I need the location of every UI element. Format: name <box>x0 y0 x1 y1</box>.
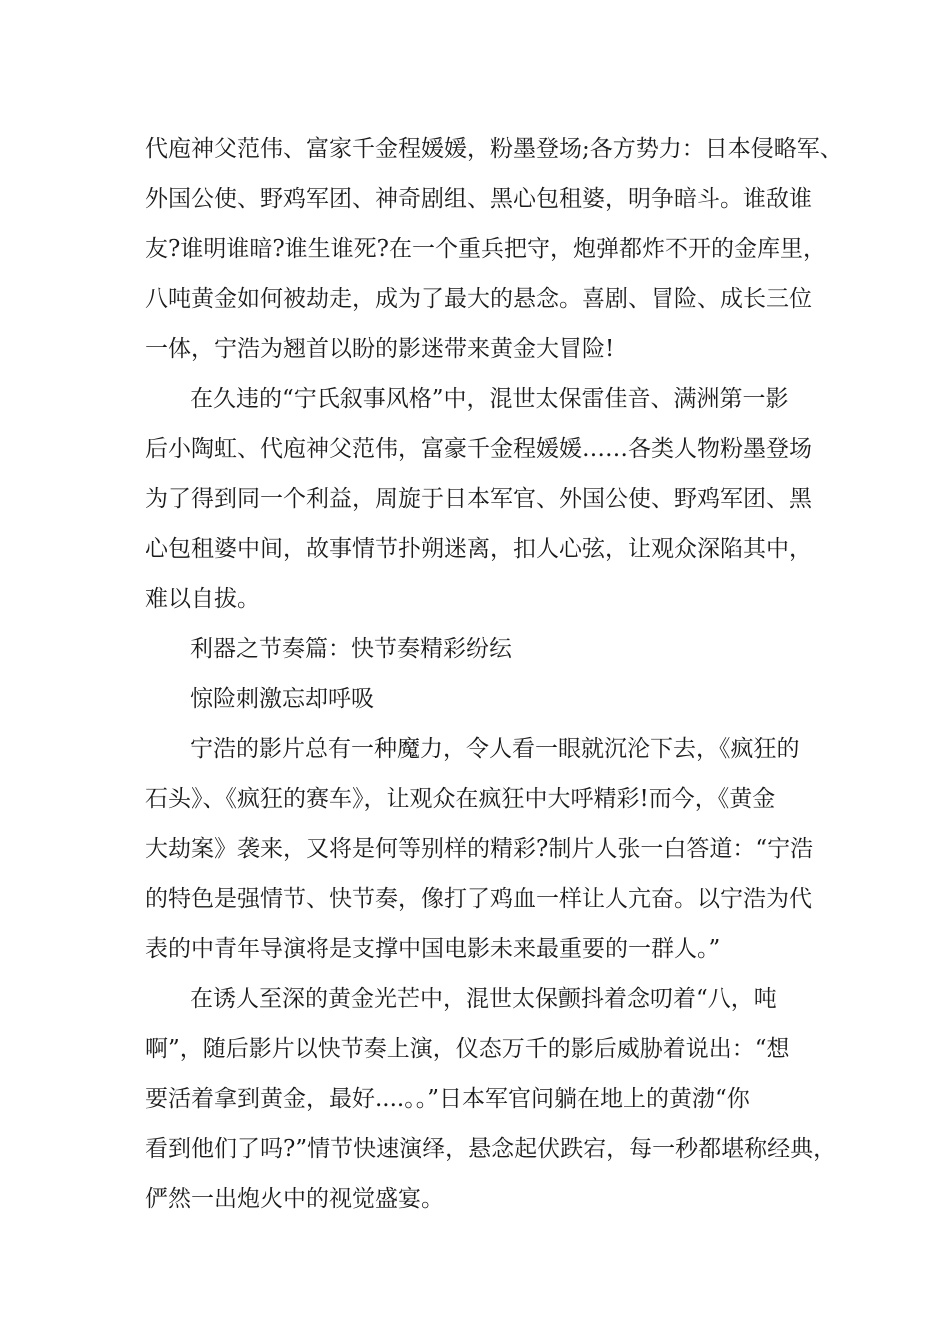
text-line: 要活着拿到黄金，最好....。。”日本军官问躺在地上的黄渤“你 <box>145 1086 750 1112</box>
text-line: 难以自拔。 <box>145 586 260 612</box>
text-line: 表的中青年导演将是支撑中国电影未来最重要的一群人。” <box>145 936 721 962</box>
paragraph-start: 宁浩的影片总有一种魔力，令人看一眼就沉沦下去，《疯狂的 <box>190 736 800 762</box>
text-line: 的特色是强情节、快节奏，像打了鸡血一样让人亢奋。以宁浩为代 <box>145 886 812 912</box>
text-line: 外国公使、野鸡军团、神奇剧组、黑心包租婆，明争暗斗。谁敌谁 <box>145 186 812 212</box>
text-line: 看到他们了吗?”情节快速演绎，悬念起伏跌宕，每一秒都堪称经典， <box>145 1136 837 1162</box>
text-line: 俨然一出炮火中的视觉盛宴。 <box>145 1186 444 1212</box>
paragraph-start: 在诱人至深的黄金光芒中，混世太保颤抖着念叨着“八，吨 <box>190 986 777 1012</box>
text-line: 友?谁明谁暗?谁生谁死?在一个重兵把守，炮弹都炸不开的金库里， <box>145 236 826 262</box>
text-line: 为了得到同一个利益，周旋于日本军官、外国公使、野鸡军团、黑 <box>145 486 812 512</box>
text-line: 后小陶虹、代庖神父范伟，富豪千金程媛媛……各类人物粉墨登场 <box>145 436 812 462</box>
text-line: 八吨黄金如何被劫走，成为了最大的悬念。喜剧、冒险、成长三位 <box>145 286 812 312</box>
text-line: 啊”，随后影片以快节奏上演，仪态万千的影后威胁着说出：“想 <box>145 1036 790 1062</box>
section-heading: 利器之节奏篇：快节奏精彩纷纭 <box>190 636 512 662</box>
text-line: 一体，宁浩为翘首以盼的影迷带来黄金大冒险! <box>145 336 615 362</box>
text-line: 石头》、《疯狂的赛车》，让观众在疯狂中大呼精彩!而今，《黄金 <box>145 786 776 812</box>
section-subheading: 惊险刺激忘却呼吸 <box>190 686 374 712</box>
text-line: 代庖神父范伟、富家千金程媛媛，粉墨登场;各方势力：日本侵略军、 <box>145 136 843 162</box>
text-line: 大劫案》袭来，又将是何等别样的精彩?制片人张一白答道：“宁浩 <box>145 836 814 862</box>
paragraph-start: 在久违的“宁氏叙事风格”中，混世太保雷佳音、满洲第一影 <box>190 386 789 412</box>
text-line: 心包租婆中间，故事情节扑朔迷离，扣人心弦，让观众深陷其中， <box>145 536 812 562</box>
